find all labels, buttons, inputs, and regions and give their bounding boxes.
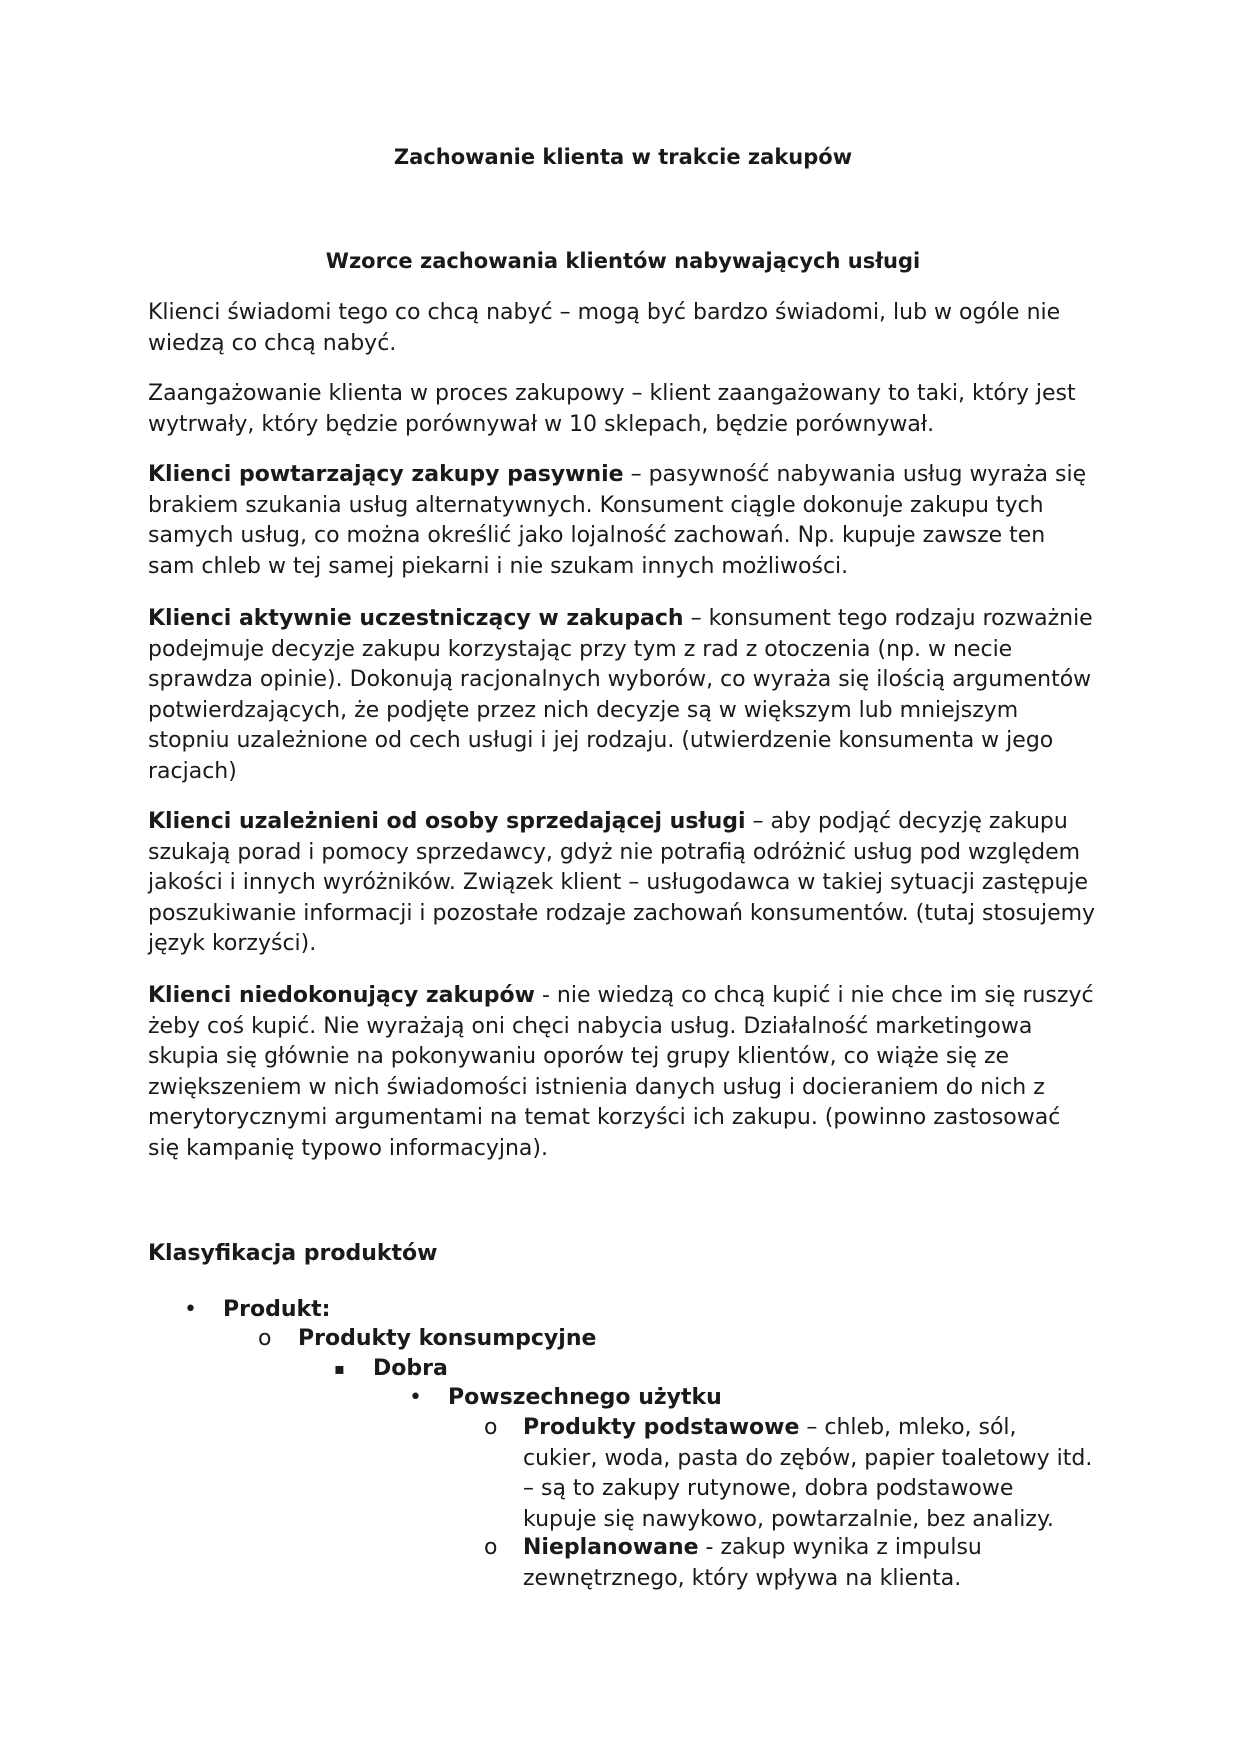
bullet-icon: • xyxy=(184,1297,197,1322)
paragraph-lead: Klienci aktywnie uczestniczący w zakupach xyxy=(148,606,684,631)
list-item-level-1: Produkt: xyxy=(223,1297,331,1322)
paragraph-lead: Klienci niedokonujący zakupów xyxy=(148,983,535,1008)
list-item-level-3: Dobra xyxy=(373,1356,448,1381)
paragraph xyxy=(148,807,1098,960)
paragraph-text: – pasywność nabywania usług wyraża się brakiem szukania usług alternatywnych. Konsument ciągle dokonuje zakupu tych samych usług, co można określić jako lojalność zachowań. Np. kupuje zawsze ten sam chleb w tej samej piekarni i nie szukam innych możliwości. xyxy=(148,462,1087,579)
circle-bullet-icon: o xyxy=(258,1326,272,1351)
paragraph xyxy=(148,460,1098,582)
paragraph xyxy=(148,981,1098,1164)
circle-bullet-icon: o xyxy=(484,1535,498,1560)
list-item-level-2: Produkty konsumpcyjne xyxy=(298,1326,597,1351)
paragraph xyxy=(148,379,1098,440)
paragraph-text: – aby podjąć decyzję zakupu szukają porad i pomocy sprzedawcy, gdyż nie potrafią odróżnić usług pod względem jakości i innych wyróżników. Związek klient – usługodawca w takiej sytuacji zastępuje poszukiwanie informacji i pozostałe rodzaje zachowań konsumentów. (tutaj stosujemy język korzyści). xyxy=(148,809,1096,956)
paragraph-text: – konsument tego rodzaju rozważnie podejmuje decyzje zakupu korzystając przy tym z rad z otoczenia (np. w necie sprawdza opinie). Dokonują racjonalnych wyborów, co wyraża się ilością argumentów potwierdzających, że podjęte przez nich decyzje są w większym lub mniejszym stopniu uzależnione od cech usługi i jej rodzaju. (utwierdzenie konsumenta w jego racjach) xyxy=(148,606,1093,784)
list-item-level-5: Produkty podstawowe – chleb, mleko, sól, cukier, woda, pasta do zębów, papier toaletowy itd. – są to zakupy rutynowe, dobra podstawowe kupuje się nawykowo, powtarzalnie, bez analizy. xyxy=(523,1415,1093,1532)
list-item-level-4: Powszechnego użytku xyxy=(448,1385,722,1410)
paragraph-lead: Klienci powtarzający zakupy pasywnie xyxy=(148,462,624,487)
list-item-level-5: Nieplanowane - zakup wynika z impulsu zewnętrznego, który wpływa na klienta. xyxy=(523,1535,982,1591)
paragraph xyxy=(148,298,1098,359)
document-title: Zachowanie klienta w trakcie zakupów xyxy=(393,145,853,169)
paragraph-text: Zaangażowanie klienta w proces zakupowy – klient zaangażowany to taki, który jest wytrwały, który będzie porównywał w 10 sklepach, będzie porównywał. xyxy=(148,381,1076,437)
paragraph-text: - nie wiedzą co chcą kupić i nie chce im się ruszyć żeby coś kupić. Nie wyrażają oni chęci nabycia usług. Działalność marketingowa skupia się głównie na pokonywaniu oporów tej grupy klientów, co wiąże się ze zwiększeniem w nich świadomości istnienia danych usług i docieraniem do nich z merytorycznymi argumentami na temat korzyści ich zakupu. (powinno zastosować się kampanię typowo informacyjna). xyxy=(148,983,1094,1161)
paragraph-lead: Klienci uzależnieni od osoby sprzedającej usługi xyxy=(148,809,746,834)
document-subtitle: Wzorce zachowania klientów nabywających usługi xyxy=(325,249,921,273)
paragraph-text: Klienci świadomi tego co chcą nabyć – mogą być bardzo świadomi, lub w ogóle nie wiedzą co chcą nabyć. xyxy=(148,300,1061,356)
square-bullet-icon: ▪ xyxy=(334,1359,345,1378)
bullet-icon: • xyxy=(409,1385,422,1410)
paragraph xyxy=(148,604,1098,787)
section-heading: Klasyfikacja produktów xyxy=(148,1241,438,1266)
circle-bullet-icon: o xyxy=(484,1415,498,1440)
